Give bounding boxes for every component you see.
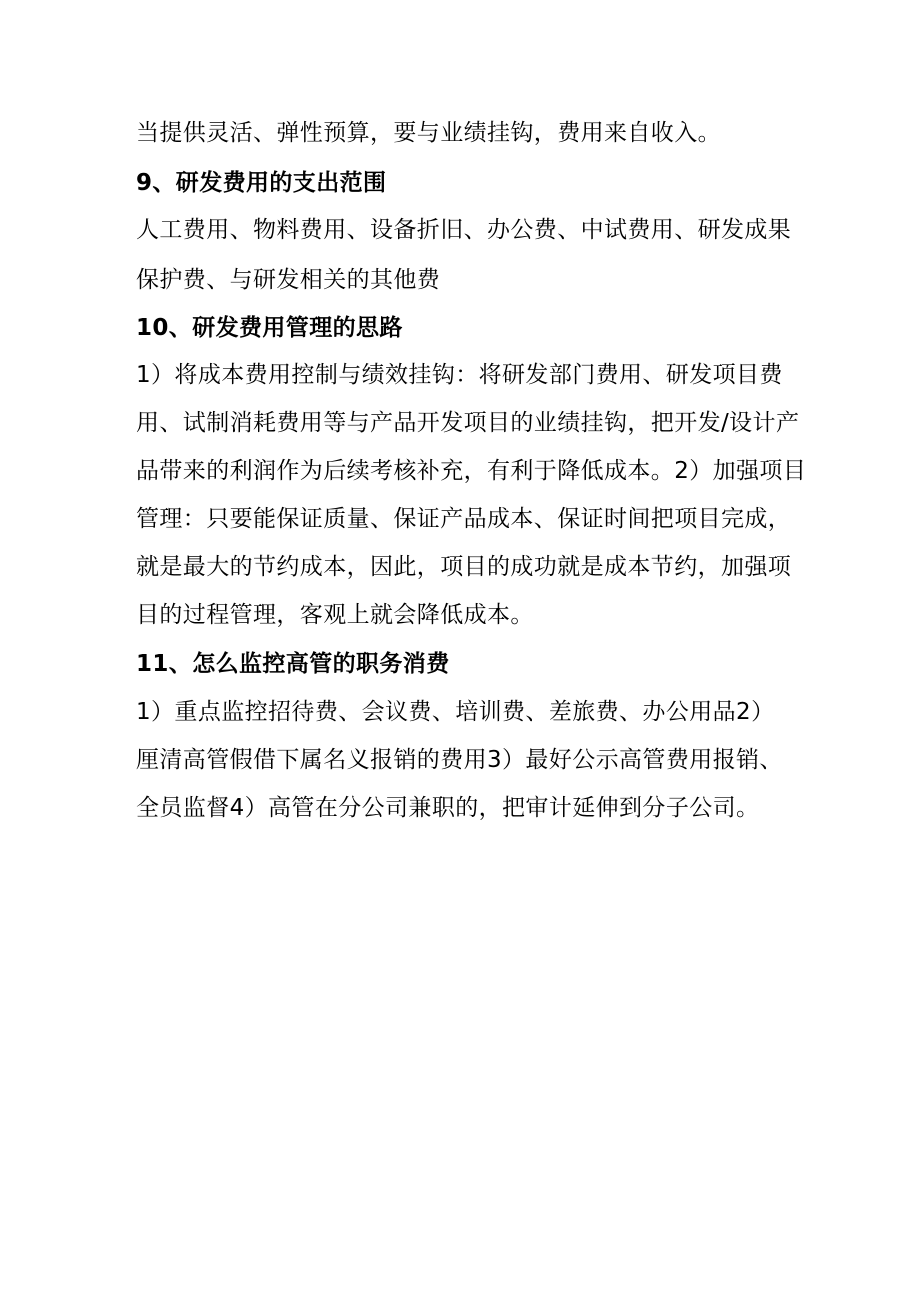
body-line: 目的过程管理，客观上就会降低成本。 <box>136 602 534 628</box>
body-line: 厘清高管假借下属名义报销的费用3）最好公示高管费用报销、 <box>136 747 783 773</box>
body-line: 当提供灵活、弹性预算，要与业绩挂钩，费用来自收入。 <box>136 120 721 146</box>
section-heading-11: 11、怎么监控高管的职务消费 <box>136 651 450 677</box>
body-line: 品带来的利润作为后续考核补充，有利于降低成本。2）加强项目 <box>136 458 807 484</box>
body-line: 全员监督4）高管在分公司兼职的，把审计延伸到分子公司。 <box>136 795 760 821</box>
body-line: 管理：只要能保证质量、保证产品成本、保证时间把项目完成， <box>136 506 792 532</box>
body-line: 就是最大的节约成本，因此，项目的成功就是成本节约，加强项 <box>136 554 792 580</box>
body-line: 人工费用、物料费用、设备折旧、办公费、中试费用、研发成果 <box>136 217 792 243</box>
body-line: 1）将成本费用控制与绩效挂钩：将研发部门费用、研发项目费 <box>136 362 783 388</box>
body-line: 保护费、与研发相关的其他费 <box>136 267 441 293</box>
section-heading-10: 10、研发费用管理的思路 <box>136 315 403 341</box>
section-heading-9: 9、研发费用的支出范围 <box>136 170 387 196</box>
body-line: 1）重点监控招待费、会议费、培训费、差旅费、办公用品2） <box>136 699 775 725</box>
body-line: 用、试制消耗费用等与产品开发项目的业绩挂钩，把开发/设计产 <box>136 410 800 436</box>
